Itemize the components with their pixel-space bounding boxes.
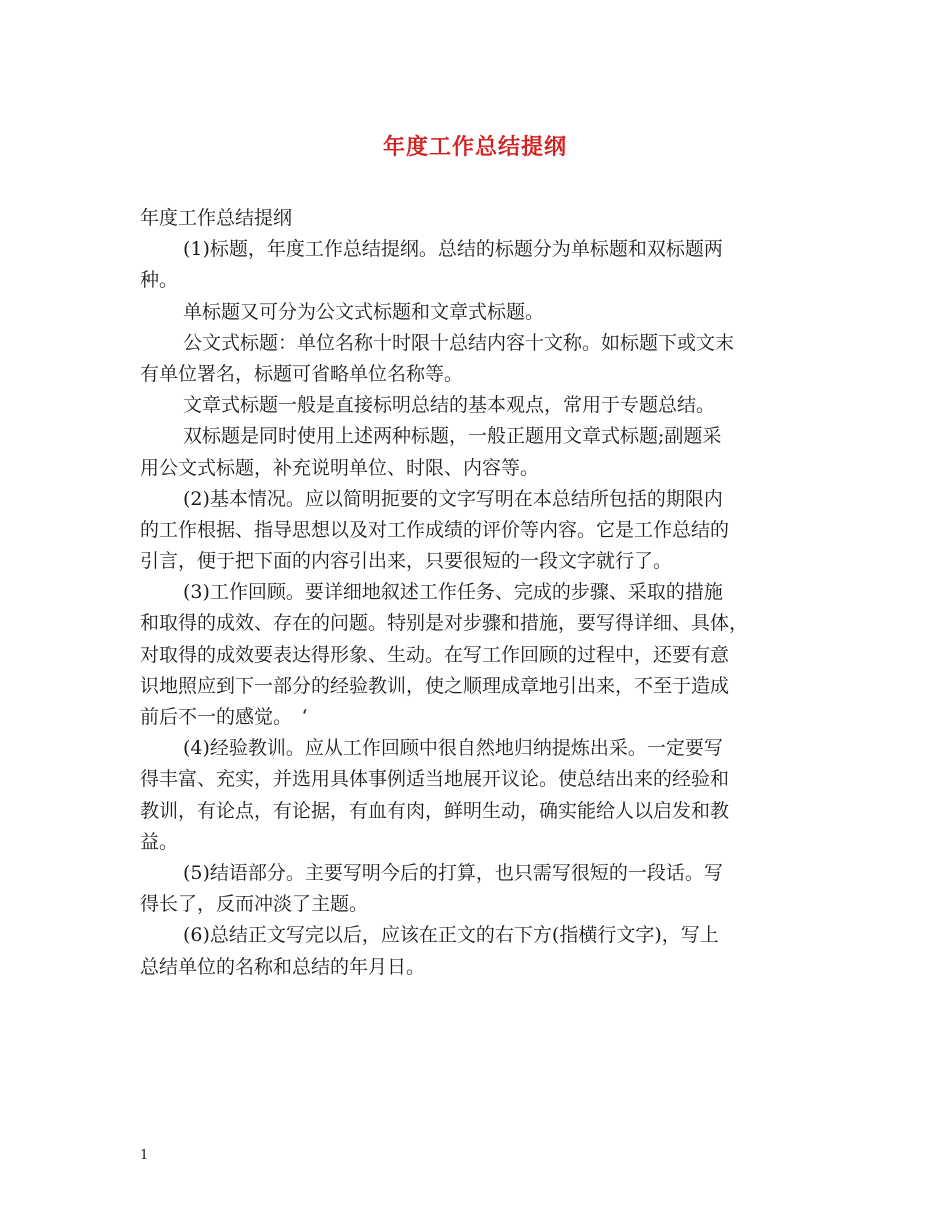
body-line: 得丰富、充实，并选用具体事例适当地展开议论。使总结出来的经验和 bbox=[140, 768, 730, 791]
body-line: 前后不一的感觉。 ‘ bbox=[140, 706, 308, 728]
document-body bbox=[140, 203, 820, 983]
body-line: 的工作根据、指导思想以及对工作成绩的评价等内容。它是工作总结的 bbox=[140, 518, 730, 541]
body-line: 双标题是同时使用上述两种标题，一般正题用文章式标题;副题采 bbox=[183, 425, 722, 448]
body-line: (4)经验教训。应从工作回顾中很自然地归纳提炼出采。一定要写 bbox=[183, 737, 723, 760]
body-line: 教训，有论点，有论据，有血有肉，鲜明生动，确实能给人以启发和教 bbox=[140, 799, 730, 822]
body-line: (5)结语部分。主要写明今后的打算，也只需写很短的一段话。写 bbox=[183, 861, 723, 884]
page-number: 1 bbox=[140, 1148, 149, 1163]
body-line: 得长了，反而冲淡了主题。 bbox=[140, 893, 369, 916]
body-line: (3)工作回顾。要详细地叙述工作任务、完成的步骤、采取的措施 bbox=[183, 581, 723, 604]
document-title: 年度工作总结提纲 bbox=[382, 134, 567, 160]
body-line: (6)总结正文写完以后，应该在正文的右下方(指横行文字)，写上 bbox=[183, 924, 719, 947]
body-line: 和取得的成效、存在的问题。特别是对步骤和措施，要写得详细、具体， bbox=[140, 612, 749, 635]
body-line: 文章式标题一般是直接标明总结的基本观点，常用于专题总结。 bbox=[183, 394, 716, 417]
body-line: 识地照应到下一部分的经验教训，使之顺理成章地引出来，不至于造成 bbox=[140, 674, 730, 697]
body-line: 益。 bbox=[140, 830, 179, 853]
body-line: 单标题又可分为公文式标题和文章式标题。 bbox=[183, 300, 545, 323]
body-line: 对取得的成效要表达得形象、生动。在写工作回顾的过程中，还要有意 bbox=[140, 643, 730, 666]
body-line: 引言，便于把下面的内容引出来，只要很短的一段文字就行了。 bbox=[140, 550, 673, 573]
heading-line: 年度工作总结提纲 bbox=[140, 207, 293, 229]
body-line: (2)基本情况。应以简明扼要的文字写明在本总结所包括的期限内 bbox=[183, 487, 723, 510]
body-line: 有单位署名，标题可省略单位名称等。 bbox=[140, 362, 464, 385]
body-line: 用公文式标题，补充说明单位、时限、内容等。 bbox=[140, 456, 540, 479]
body-line: 种。 bbox=[140, 269, 179, 292]
body-line: (1)标题，年度工作总结提纲。总结的标题分为单标题和双标题两 bbox=[183, 238, 723, 261]
body-line: 总结单位的名称和总结的年月日。 bbox=[140, 955, 426, 978]
body-line: 公文式标题：单位名称十时限十总结内容十文称。如标题下或文末 bbox=[183, 331, 735, 354]
